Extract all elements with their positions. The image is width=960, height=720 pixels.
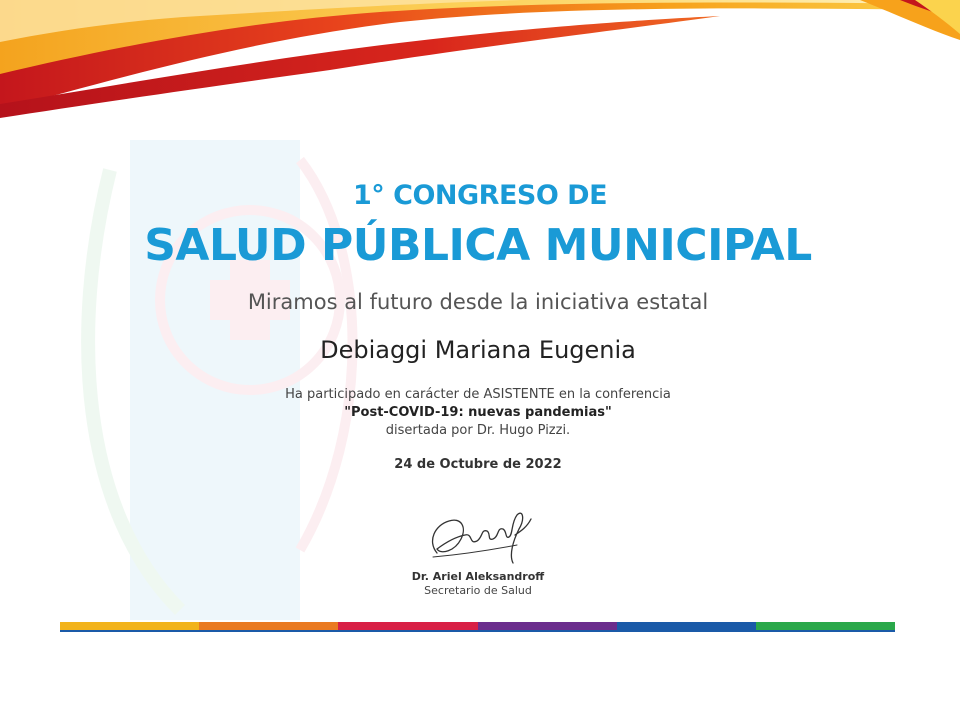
congress-heading-line1: 1° CONGRESO DE bbox=[352, 180, 608, 211]
footer-underline bbox=[60, 630, 895, 632]
signature bbox=[425, 505, 535, 570]
participation-text: Ha participado en carácter de ASISTENTE en la conferencia bbox=[285, 387, 671, 402]
conference-title: "Post-COVID-19: nuevas pandemias" bbox=[344, 405, 612, 420]
color-bar-segment bbox=[617, 622, 756, 630]
footer-color-bar bbox=[60, 622, 895, 630]
participation-text-block bbox=[0, 386, 956, 440]
color-bar-segment bbox=[756, 622, 895, 630]
color-bar-segment bbox=[60, 622, 199, 630]
color-bar-segment bbox=[338, 622, 477, 630]
signer-role: Secretario de Salud bbox=[424, 584, 532, 597]
certificate-date: 24 de Octubre de 2022 bbox=[394, 457, 562, 472]
recipient-name: Debiaggi Mariana Eugenia bbox=[320, 336, 636, 364]
congress-heading-line2: SALUD PÚBLICA MUNICIPAL bbox=[144, 220, 812, 271]
color-bar-segment bbox=[199, 622, 338, 630]
tagline: Miramos al futuro desde la iniciativa estatal bbox=[247, 290, 709, 314]
color-bar-segment bbox=[478, 622, 617, 630]
speaker-line: disertada por Dr. Hugo Pizzi. bbox=[385, 423, 571, 438]
signer-name: Dr. Ariel Aleksandroff bbox=[411, 570, 545, 583]
